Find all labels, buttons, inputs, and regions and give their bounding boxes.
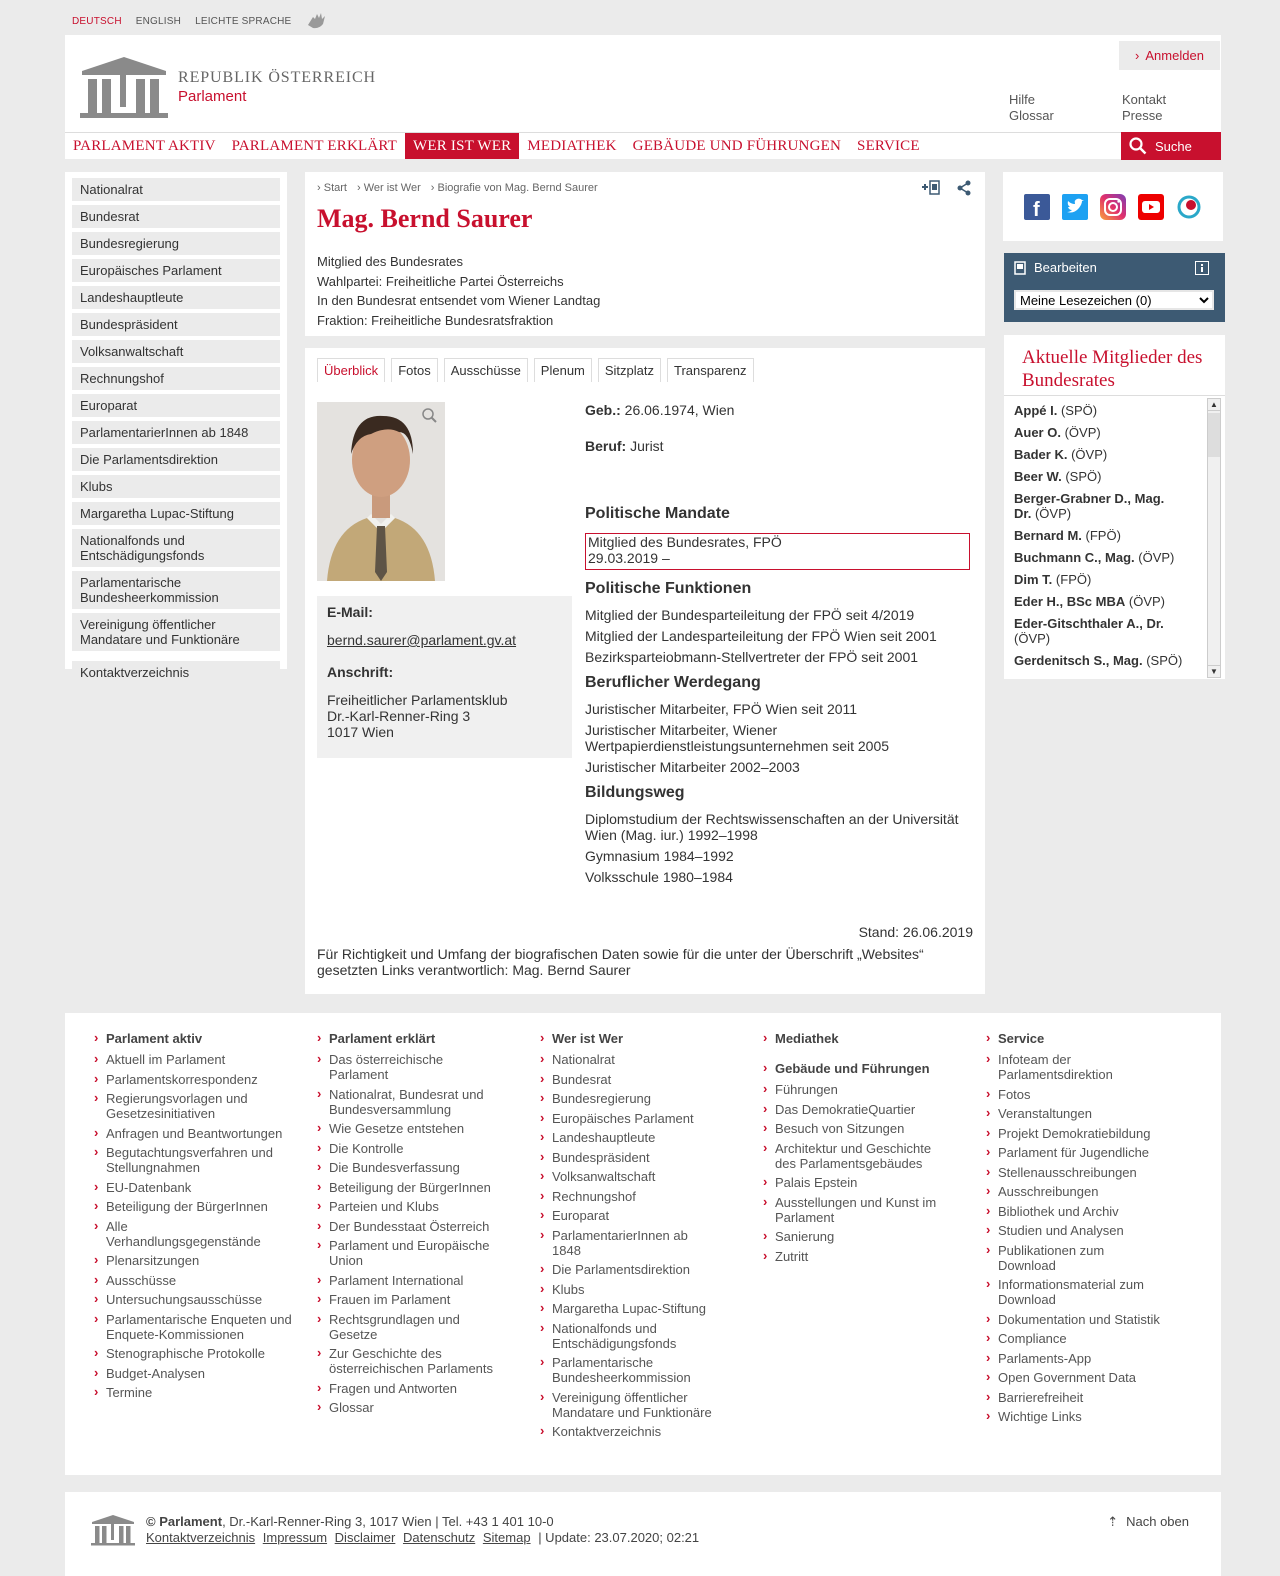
mandate-line: Mitglied des Bundesrates, FPÖ [588,534,782,550]
footer-link[interactable]: › Wichtige Links [984,1409,1199,1424]
footer-link[interactable]: › Glossar [315,1400,530,1415]
footer-info [146,1514,699,1546]
footer-link[interactable]: › Der Bundesstaat Österreich [315,1219,530,1234]
footer-col-erklaert [315,1031,530,1420]
footer-link[interactable]: › Das DemokratieQuartier [761,1102,976,1117]
email-label: E-Mail: [327,604,373,620]
footer-col-service [984,1031,1199,1429]
address [327,692,562,740]
member-link[interactable]: Appé I. (SPÖ) [1014,403,1098,418]
members-list [1004,395,1225,679]
footer-link[interactable]: › Vereinigung öffentlicher Mandatare und Funktionäre [538,1390,728,1420]
footer-heading[interactable]: › Mediathek [761,1031,976,1046]
bookmarks-select[interactable] [1014,290,1214,310]
sidebar-item[interactable]: Nationalrat [72,178,280,201]
footer-link[interactable]: › Die Parlamentsdirektion [538,1262,753,1277]
footer-link[interactable]: › Dokumentation und Statistik [984,1312,1199,1327]
sidebar-item[interactable]: ParlamentarierInnen ab 1848 [72,421,280,444]
lang-english[interactable]: ENGLISH [135,15,182,27]
sidebar-item[interactable]: Margaretha Lupac-Stiftung [72,502,280,525]
tab-plenum[interactable]: Plenum [534,358,592,382]
arrow-up-icon: ⇡ [1107,1514,1119,1529]
footer-link[interactable]: › Nationalrat, Bundesrat und Bundesversammlung [315,1087,495,1117]
login-button[interactable]: › Anmelden [1119,41,1220,70]
info-icon[interactable] [1195,261,1209,275]
footer-link-sitemap[interactable]: Sitemap [482,1530,531,1545]
footer-navigation [65,1013,1221,1475]
footer-heading[interactable]: › Wer ist Wer [538,1031,753,1046]
footer-link-datenschutz[interactable]: Datenschutz [402,1530,476,1545]
bio-content [305,348,985,994]
footer-link[interactable]: › Zur Geschichte des österreichischen Parlaments [315,1346,500,1376]
nav-parlament-erklaert[interactable]: PARLAMENT ERKLÄRT [231,137,398,154]
nav-mediathek[interactable]: MEDIATHEK [527,137,617,154]
footer-link[interactable]: › Plenarsitzungen [92,1253,307,1268]
footer-link[interactable]: › Parlamentarische Enqueten und Enquete-Kommissionen [92,1312,307,1342]
breadcrumb-item: › Biografie von Mag. Bernd Saurer [431,182,598,194]
page-title: Mag. Bernd Saurer [317,204,533,233]
footer-link[interactable]: › Parlament International [315,1273,530,1288]
sidebar-item[interactable]: Bundesrat [72,205,280,228]
footer-col-wer-ist-wer [538,1031,753,1444]
address-label: Anschrift: [327,664,394,680]
footer-link[interactable]: › Frauen im Parlament [315,1292,530,1307]
footer-link-kontakt[interactable]: Kontaktverzeichnis [146,1530,256,1545]
mandate-box [585,533,970,570]
member-link[interactable]: Berger-Grabner D., Mag. Dr. (ÖVP) [1014,491,1165,521]
footer-link[interactable]: › Beteiligung der BürgerInnen [315,1180,530,1195]
edit-bookmarks-link[interactable]: Bearbeiten [1034,260,1097,275]
education-heading: Bildungsweg [585,784,685,801]
sidebar-item[interactable]: Volksanwaltschaft [72,340,280,363]
footer-link[interactable]: › Landeshauptleute [538,1130,753,1145]
twitter-icon[interactable] [1062,194,1088,220]
member-link[interactable]: Bader K. (ÖVP) [1014,447,1108,462]
footer-link[interactable]: › Bundesrat [538,1072,753,1087]
summary-line: Wahlpartei: Freiheitliche Partei Österreichs [317,273,564,289]
sidebar-item[interactable]: Die Parlamentsdirektion [72,448,280,471]
member-link[interactable]: Eder-Gitschthaler A., Dr. (ÖVP) [1014,616,1164,646]
copyright: © Parlament [146,1514,223,1529]
sidebar-item[interactable]: Europarat [72,394,280,417]
footer-link[interactable]: › Aktuell im Parlament [92,1052,307,1067]
members-panel [1004,335,1225,679]
sign-language-icon[interactable] [305,10,329,33]
footer-link[interactable]: › Die Kontrolle [315,1141,530,1156]
utility-links-1 [1009,92,1054,124]
summary-line: Mitglied des Bundesrates [317,254,463,269]
sidebar-item[interactable]: Landeshauptleute [72,286,280,309]
svg-text:f: f [1033,198,1040,220]
function-item: Mitglied der Landesparteileitung der FPÖ Wien seit 2001 [585,628,937,644]
function-item: Mitglied der Bundesparteileitung der FPÖ seit 4/2019 [585,607,915,623]
footer-link[interactable]: › Volksanwaltschaft [538,1169,753,1184]
footer-address: , Dr.-Karl-Renner-Ring 3, 1017 Wien | Tel. +43 1 401 10-0 [222,1514,554,1529]
tab-ueberblick[interactable]: Überblick [317,358,385,382]
social-links [1003,172,1223,241]
footer-link[interactable]: › Ausschüsse [92,1273,307,1288]
job-info: Beruf: Jurist [585,438,664,454]
footer-link[interactable]: › Rechnungshof [538,1189,753,1204]
footer-link[interactable]: › Ausstellungen und Kunst im Parlament [761,1195,941,1225]
footer-link[interactable]: › Fotos [984,1087,1199,1102]
footer-link[interactable]: › Budget-Analysen [92,1366,307,1381]
sidebar-item[interactable]: Europäisches Parlament [72,259,280,282]
footer-link[interactable]: › Compliance [984,1331,1199,1346]
footer-link[interactable]: › Bibliothek und Archiv [984,1204,1199,1219]
footer-link[interactable]: › Nationalfonds und Entschädigungsfonds [538,1321,688,1351]
sidebar-item[interactable]: Rechnungshof [72,367,280,390]
footer-link[interactable]: › Untersuchungsausschüsse [92,1292,307,1307]
parliament-logo-icon [80,55,168,119]
sidebar-item[interactable]: Bundesregierung [72,232,280,255]
footer-link[interactable]: › Studien und Analysen [984,1223,1199,1238]
footer-link[interactable]: › Nationalrat [538,1052,753,1067]
footer-link[interactable]: › Führungen [761,1082,976,1097]
footer-col-mediathek [761,1031,976,1268]
footer-col-aktiv [92,1031,307,1405]
member-link[interactable]: Beer W. (SPÖ) [1014,469,1102,484]
footer-link[interactable]: › Parteien und Klubs [315,1199,530,1214]
nav-gebaeude[interactable]: GEBÄUDE UND FÜHRUNGEN [632,137,842,154]
address-line: Dr.-Karl-Renner-Ring 3 [327,708,471,724]
portrait-photo[interactable] [317,402,445,581]
nav-parlament-aktiv[interactable]: PARLAMENT AKTIV [73,137,216,154]
footer-link[interactable]: › Klubs [538,1282,753,1297]
share-icon[interactable] [957,180,971,196]
career-item: Juristischer Mitarbeiter, FPÖ Wien seit 2011 [585,701,858,717]
footer-link[interactable]: › Infoteam der Parlamentsdirektion [984,1052,1134,1082]
mandate-line: 29.03.2019 – [588,550,670,566]
career-item: Juristischer Mitarbeiter, Wiener Wertpapierdienstleistungsunternehmen seit 2005 [585,722,890,754]
footer-link[interactable]: › Palais Epstein [761,1175,976,1190]
footer-link[interactable]: › Begutachtungsverfahren und Stellungnahmen [92,1145,307,1175]
footer-link[interactable]: › Parlaments-App [984,1351,1199,1366]
birth-info: Geb.: 26.06.1974, Wien [585,402,735,418]
parliament-logo-icon [91,1514,135,1546]
language-bar [72,14,329,28]
search-icon [1129,137,1147,155]
sidebar-item[interactable]: Klubs [72,475,280,498]
footer-link[interactable]: › Open Government Data [984,1370,1199,1385]
address-line: 1017 Wien [327,724,394,740]
nav-service[interactable]: SERVICE [857,137,920,154]
footer-link[interactable]: › Publikationen zum Download [984,1243,1124,1273]
facebook-icon[interactable] [1024,194,1050,220]
career-item: Juristischer Mitarbeiter 2002–2003 [585,759,800,775]
footer-link[interactable]: › Informationsmaterial zum Download [984,1277,1164,1307]
footer-heading[interactable]: › Parlament erklärt [315,1031,530,1046]
lang-easy[interactable]: LEICHTE SPRACHE [195,15,292,27]
footer-link[interactable]: › Europäisches Parlament [538,1111,753,1126]
bookmark-panel [1004,253,1225,322]
footer-link[interactable]: › Besuch von Sitzungen [761,1121,976,1136]
footer-link-impressum[interactable]: Impressum [262,1530,328,1545]
back-to-top-link[interactable]: ⇡ Nach oben [1107,1514,1189,1529]
tab-ausschuesse[interactable]: Ausschüsse [444,358,528,382]
mandates-heading: Politische Mandate [585,505,730,522]
footer-link[interactable]: › Sanierung [761,1229,976,1244]
lang-deutsch[interactable]: DEUTSCH [72,15,122,27]
member-link[interactable]: Bernard M. (FPÖ) [1014,528,1121,543]
education-item: Volksschule 1980–1984 [585,869,733,885]
career-heading: Beruflicher Werdegang [585,674,761,691]
nav-wer-ist-wer[interactable]: WER IST WER [405,133,519,159]
logo-line2: Parlament [178,88,247,105]
breadcrumb-item[interactable]: › Wer ist Wer [357,182,421,194]
member-link[interactable]: Auer O. (ÖVP) [1014,425,1101,440]
site-logo[interactable] [80,54,380,120]
email-link[interactable]: bernd.saurer@parlament.gv.at [327,632,517,648]
footer-link-disclaimer[interactable]: Disclaimer [334,1530,396,1545]
add-bookmark-icon[interactable] [921,180,941,196]
functions-heading: Politische Funktionen [585,580,752,597]
footer-link[interactable]: › Beteiligung der BürgerInnen [92,1199,307,1214]
members-scrollbar[interactable]: ▲ ▼ [1207,398,1221,678]
footer-link[interactable]: › Veranstaltungen [984,1106,1199,1121]
footer-link[interactable]: › Parlament für Jugendliche [984,1145,1199,1160]
footer-link[interactable]: › Margaretha Lupac-Stiftung [538,1301,753,1316]
contact-link[interactable]: Kontakt [1122,92,1167,107]
footer-link[interactable]: › Wie Gesetze entstehen [315,1121,530,1136]
summary-line: Fraktion: Freiheitliche Bundesratsfraktion [317,312,554,328]
democracy-web-icon[interactable] [1176,194,1202,220]
search-button[interactable]: Suche [1121,132,1221,160]
footer-link[interactable]: › Ausschreibungen [984,1184,1199,1199]
member-link[interactable]: Gerdenitsch S., Mag. (SPÖ) [1014,653,1183,668]
help-link[interactable]: Hilfe [1009,92,1036,107]
logo-line1: REPUBLIK ÖSTERREICH [178,69,376,86]
breadcrumb [317,182,598,194]
sidebar [65,172,287,680]
footer-heading[interactable]: › Gebäude und Führungen [761,1061,976,1076]
utility-links-2 [1122,92,1166,124]
sidebar-item[interactable]: Kontaktverzeichnis [72,661,280,684]
function-item: Bezirksparteiobmann-Stellvertreter der FPÖ seit 2001 [585,649,919,665]
footer-link[interactable]: › Kontaktverzeichnis [538,1424,753,1439]
sidebar-item[interactable]: Nationalfonds und Entschädigungsfonds [72,529,280,567]
contact-box [317,596,572,758]
footer-link[interactable]: › Barrierefreiheit [984,1390,1199,1405]
footer-link[interactable]: › Das österreichische Parlament [315,1052,465,1082]
footer-link[interactable]: › EU-Datenbank [92,1180,307,1195]
update-info: | Update: 23.07.2020; 02:21 [538,1530,700,1545]
bio-tabs [317,358,754,382]
members-title: Aktuelle Mitglieder des Bundesrates [1022,347,1203,391]
member-link[interactable]: Dim T. (FPÖ) [1014,572,1092,587]
bookmark-icon [1014,261,1026,275]
bio-header [305,172,985,336]
footer-link[interactable]: › Rechtsgrundlagen und Gesetze [315,1312,475,1342]
footer-link[interactable]: › Parlament und Europäische Union [315,1238,505,1268]
footer-link[interactable]: › ParlamentarierInnen ab 1848 [538,1228,698,1258]
footer-link[interactable]: › Parlamentskorrespondenz [92,1072,307,1087]
footer-heading[interactable]: › Service [984,1031,1199,1046]
footer-link[interactable]: › Stenographische Protokolle [92,1346,307,1361]
footer-link[interactable]: › Regierungsvorlagen und Gesetzesinitiativen [92,1091,307,1121]
footer-link[interactable]: › Bundespräsident [538,1150,753,1165]
sidebar-item[interactable]: Parlamentarische Bundesheerkommission [72,571,280,609]
bottom-footer [65,1492,1221,1576]
responsibility-note: Für Richtigkeit und Umfang der biografischen Daten sowie für die unter der Überschrift „Websites“ gesetzten Links verantwortlich: Mag. Bernd Saurer [317,946,924,978]
education-item: Diplomstudium der Rechtswissenschaften an der Universität Wien (Mag. iur.) 1992–1998 [585,811,959,843]
education-item: Gymnasium 1984–1992 [585,848,734,864]
footer-link[interactable]: › Anfragen und Beantwortungen [92,1126,307,1141]
summary-line: In den Bundesrat entsendet vom Wiener Landtag [317,293,601,308]
press-link[interactable]: Presse [1122,108,1163,123]
footer-link[interactable]: › Stellenausschreibungen [984,1165,1199,1180]
tab-sitzplatz[interactable]: Sitzplatz [598,358,661,382]
footer-link[interactable]: › Zutritt [761,1249,976,1264]
tab-fotos[interactable]: Fotos [391,358,438,382]
footer-link[interactable]: › Parlamentarische Bundesheerkommission [538,1355,698,1385]
footer-link[interactable]: › Fragen und Antworten [315,1381,530,1396]
breadcrumb-item[interactable]: › Start [317,182,347,194]
glossary-link[interactable]: Glossar [1009,108,1054,123]
member-link[interactable]: Eder H., BSc MBA (ÖVP) [1014,594,1165,609]
footer-link[interactable]: › Projekt Demokratiebildung [984,1126,1199,1141]
stand-date: Stand: 26.06.2019 [858,924,973,940]
footer-heading[interactable]: › Parlament aktiv [92,1031,307,1046]
footer-link[interactable]: › Bundesregierung [538,1091,753,1106]
member-link[interactable]: Buchmann C., Mag. (ÖVP) [1014,550,1175,565]
youtube-icon[interactable] [1138,194,1164,220]
address-line: Freiheitlicher Parlamentsklub [327,692,508,708]
footer-link[interactable]: › Alle Verhandlungsgegenstände [92,1219,252,1249]
tab-transparenz[interactable]: Transparenz [667,358,754,382]
person-summary [317,252,600,330]
sidebar-item[interactable]: Vereinigung öffentlicher Mandatare und Funktionäre [72,613,280,651]
footer-link[interactable]: › Europarat [538,1208,753,1223]
footer-link[interactable]: › Architektur und Geschichte des Parlamentsgebäudes [761,1141,941,1171]
footer-link[interactable]: › Die Bundesverfassung [315,1160,530,1175]
sidebar-item[interactable]: Bundespräsident [72,313,280,336]
instagram-icon[interactable] [1100,194,1126,220]
bio-details [585,402,970,890]
main-navigation [65,132,1221,159]
footer-link[interactable]: › Termine [92,1385,307,1400]
